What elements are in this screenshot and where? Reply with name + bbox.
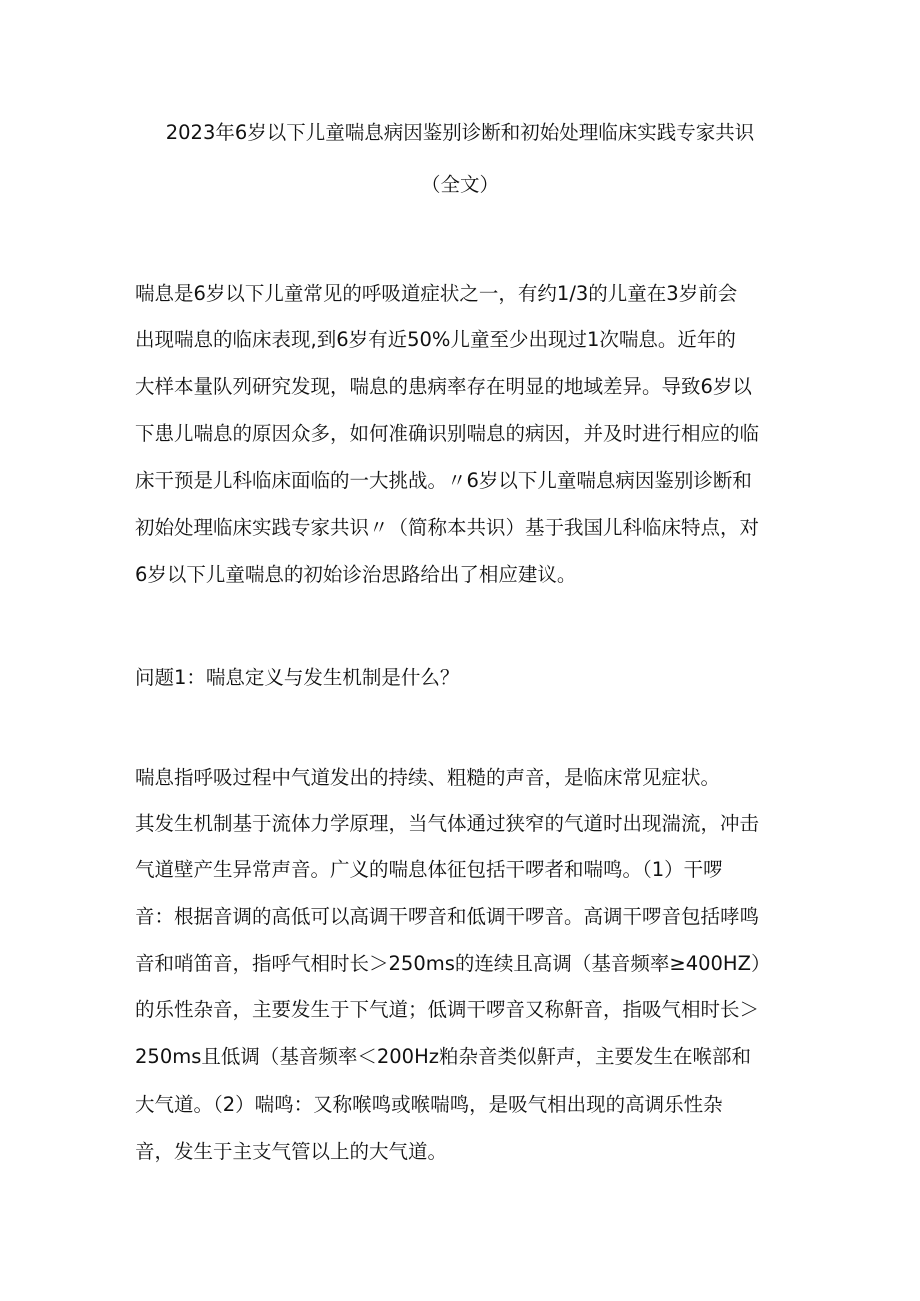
answer-line: 音和哨笛音，指呼气相时长＞250ms的连续且高调（基音频率≥400HZ） (135, 952, 771, 975)
document-subtitle: （全文） (420, 173, 499, 196)
intro-line: 喘息是6岁以下儿童常见的呼吸道症状之一，有约1/3的儿童在3岁前会 (135, 282, 738, 305)
document-title: 2023年6岁以下儿童喘息病因鉴别诊断和初始处理临床实践专家共识 (165, 121, 755, 144)
answer-line: 250ms且低调（基音频率＜200Hz粕杂音类似鼾声，主要发生在喉部和 (135, 1045, 751, 1068)
answer-line: 音，发生于主支气管以上的大气道。 (135, 1140, 448, 1163)
answer-line: 音：根据音调的高低可以高调干啰音和低调干啰音。高调干啰音包括哮鸣 (135, 905, 760, 928)
intro-line: 下患儿喘息的原因众多，如何准确识别喘息的病因，并及时进行相应的临 (135, 422, 760, 445)
answer-line: 其发生机制基于流体力学原理，当气体通过狭窄的气道时出现湍流，冲击 (135, 812, 760, 835)
answer-line: 的乐性杂音，主要发生于下气道；低调干啰音又称鼾音，指吸气相时长＞ (135, 998, 760, 1021)
intro-line: 出现喘息的临床表现,到6岁有近50%儿童至少出现过1次喘息。近年的 (135, 328, 736, 351)
answer-line: 气道壁产生异常声音。广义的喘息体征包括干啰者和喘鸣。（1）干啰 (135, 858, 723, 881)
intro-line: 6岁以下儿童喘息的初始诊治思路给出了相应建议。 (135, 563, 577, 586)
intro-line: 大样本量队列研究发现，喘息的患病率存在明显的地域差异。导致6岁以 (135, 375, 752, 398)
intro-line: 床干预是儿科临床面临的一大挑战。〃6岁以下儿童喘息病因鉴别诊断和 (135, 469, 752, 492)
question-heading: 问题1：喘息定义与发生机制是什么？ (135, 666, 460, 689)
answer-line: 喘息指呼吸过程中气道发出的持续、粗糙的声音，是临床常见症状。 (135, 766, 721, 789)
answer-line: 大气道。（2）喘鸣：又称喉鸣或喉喘鸣，是吸气相出现的高调乐性杂 (135, 1093, 723, 1116)
intro-line: 初始处理临床实践专家共识〃（简称本共识）基于我国儿科临床特点，对 (135, 516, 760, 539)
